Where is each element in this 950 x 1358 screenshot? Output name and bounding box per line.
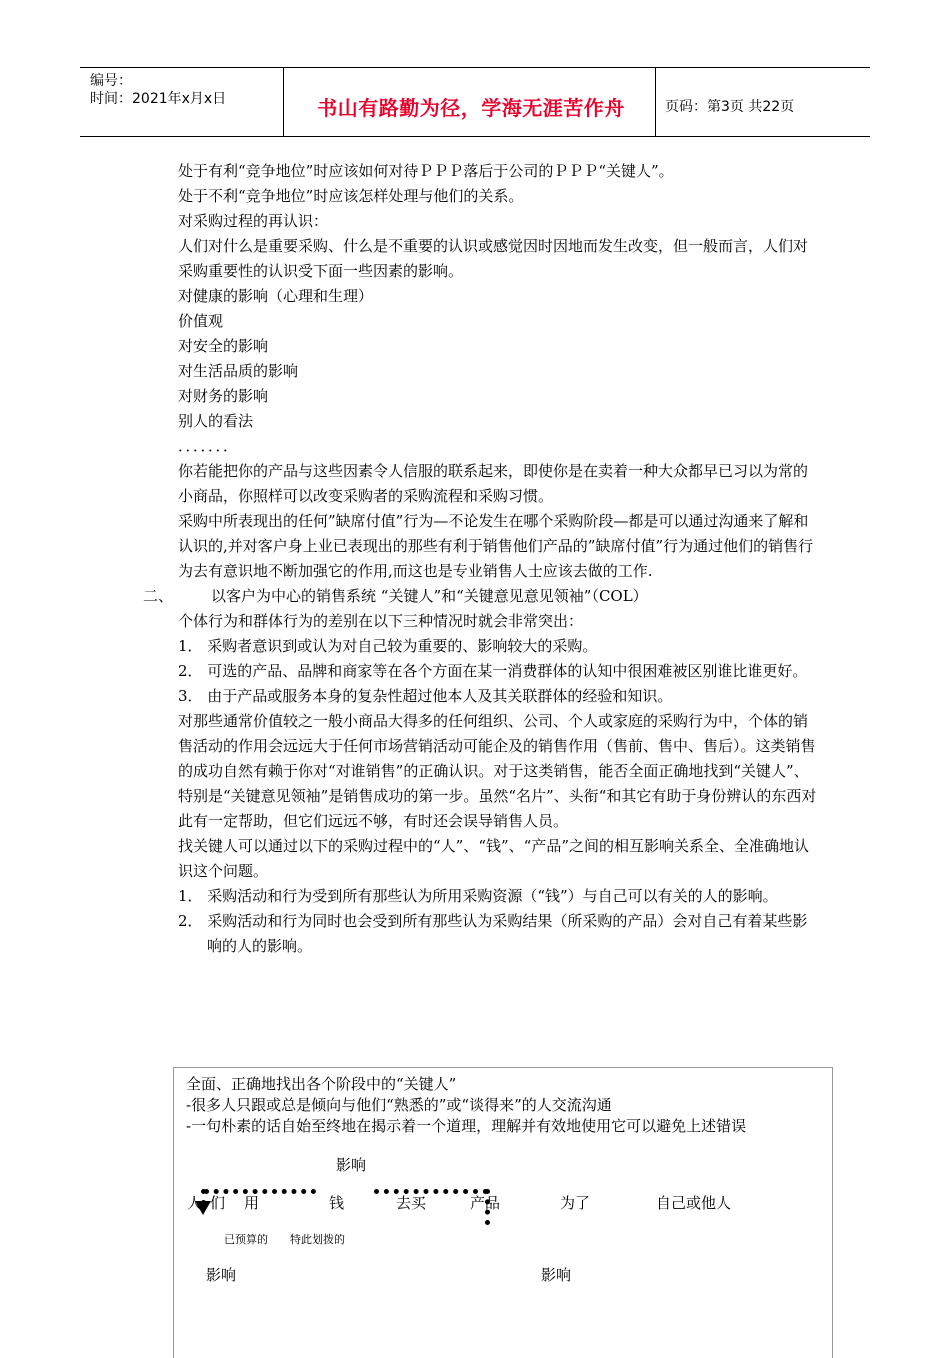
buy-label: 去买 — [396, 1194, 427, 1212]
influence-right-label: 影响 — [541, 1266, 572, 1284]
connector-dash — [485, 1189, 490, 1225]
paragraph: 个体行为和群体行为的差别在以下三种情况时就会非常突出： — [178, 612, 584, 630]
people-label: 人们 — [187, 1194, 234, 1212]
header-meta — [90, 72, 226, 108]
list-item: 3． 由于产品或服务本身的复杂性超过他本人及其关联群体的经验和知识。 — [178, 687, 673, 705]
document-body — [143, 159, 818, 959]
factor-item: 别人的看法 — [178, 412, 254, 430]
factor-item: 对健康的影响（心理和生理） — [178, 287, 374, 305]
page-info: 页码：第3页 共22页 — [665, 99, 795, 115]
header-divider — [283, 68, 284, 136]
paragraph: 对那些通常价值较之一般小商品大得多的任何组织、公司、个人或家庭的采购行为中，个体的销售活动的作用会远远大于任何市场营销活动可能企及的销售作用（售前、售中、售后）。这类销售的成功自然有赖于你对“对谁销售”的正确认识。对于这类销售，能否全面正确地找到“关键人”、特别是“关键意见领袖”是销售成功的第一步。虽然“名片”、头衔“和其它有助于身份辨认的东西对此有一定帮助，但它们远远不够，有时还会误导销售人员。 — [178, 712, 817, 830]
paragraph: 采购中所表现出的任何”缺席付值”行为—不论发生在哪个采购阶段—都是可以通过沟通来了解和认识的,并对客户身上业已表现出的那些有利于销售他们产品的”缺席付值”行为通过他们的销售行为去有意识地不断加强它的作用,而这也是专业销售人士应该去做的工作. — [178, 512, 814, 580]
list-item: 2． 采购活动和行为同时也会受到所有那些认为采购结果（所采购的产品）会对自己有着某些影响的人的影响。 — [178, 912, 808, 955]
box-line: -很多人只跟或总是倾向与他们“熟悉的”或“谈得来”的人交流沟通 — [186, 1096, 612, 1114]
date-label: 时间：2021年x月x日 — [90, 91, 227, 107]
factor-item: 对生活品质的影响 — [178, 362, 299, 380]
influence-top-label: 影响 — [336, 1156, 367, 1174]
paragraph: 你若能把你的产品与这些因素令人信服的联系起来，即使你是在卖着一种大众都早已习以为常的小商品，你照样可以改变采购者的采购流程和采购习惯。 — [178, 462, 809, 505]
box-line: 全面、正确地找出各个阶段中的“关键人” — [186, 1075, 457, 1093]
section-heading — [143, 584, 818, 609]
header-motto: 书山有路勤为径，学海无涯苦作舟 — [317, 96, 625, 120]
factor-item: 价值观 — [178, 312, 224, 330]
ellipsis: ．．．．．．． — [178, 437, 239, 455]
paragraph: 人们对什么是重要采购、什么是不重要的认识或感觉因时因地而发生改变，但一般而言，人们对采购重要性的认识受下面一些因素的影响。 — [178, 237, 809, 280]
money-label: 钱 — [329, 1194, 345, 1212]
list-item: 1． 采购活动和行为受到所有那些认为所用采购资源（“钱”）与自己可以有关的人的影响。 — [178, 887, 778, 905]
for-label: 为了 — [560, 1194, 591, 1212]
paragraph: 对采购过程的再认识： — [178, 212, 329, 230]
paragraph: 找关键人可以通过以下的采购过程中的“人”、“钱”、“产品”之间的相互影响关系全、全准确地认识这个问题。 — [178, 837, 810, 880]
arrow-down-icon — [195, 1201, 211, 1215]
page-header — [80, 67, 870, 137]
factor-item: 对财务的影响 — [178, 387, 269, 405]
key-person-box — [173, 1067, 833, 1358]
box-line: -一句朴素的话自始至终地在揭示着一个道理，理解并有效地使用它可以避免上述错误 — [186, 1117, 747, 1135]
number-label: 编号： — [90, 73, 132, 89]
paragraph: 处于不利“竞争地位”时应该怎样处理与他们的关系。 — [178, 187, 524, 205]
budgeted-label: 已预算的 — [224, 1233, 268, 1246]
list-item: 1． 采购者意识到或认为对自己较为重要的、影响较大的采购。 — [178, 637, 598, 655]
section-number: 二、 — [143, 587, 174, 605]
section-title: 以客户为中心的销售系统 “关键人”和“关键意见意见领袖”（COL） — [211, 587, 648, 605]
list-item: 2． 可选的产品、品牌和商家等在各个方面在某一消费群体的认知中很困难被区别谁比谁更好。 — [178, 662, 808, 680]
connector-dash — [204, 1189, 316, 1194]
product-label: 产品 — [470, 1194, 501, 1212]
use-label: 用 — [244, 1194, 260, 1212]
connector-dash — [374, 1189, 488, 1194]
box-text — [186, 1074, 746, 1137]
factor-item: 对安全的影响 — [178, 337, 269, 355]
self-or-others-label: 自己或他人 — [656, 1194, 732, 1212]
influence-left-label: 影响 — [206, 1266, 237, 1284]
allocated-label: 特此划拨的 — [290, 1233, 345, 1246]
paragraph: 处于有利“竞争地位”时应该如何对待ＰＰＰ落后于公司的ＰＰＰ“关键人”。 — [178, 162, 674, 180]
